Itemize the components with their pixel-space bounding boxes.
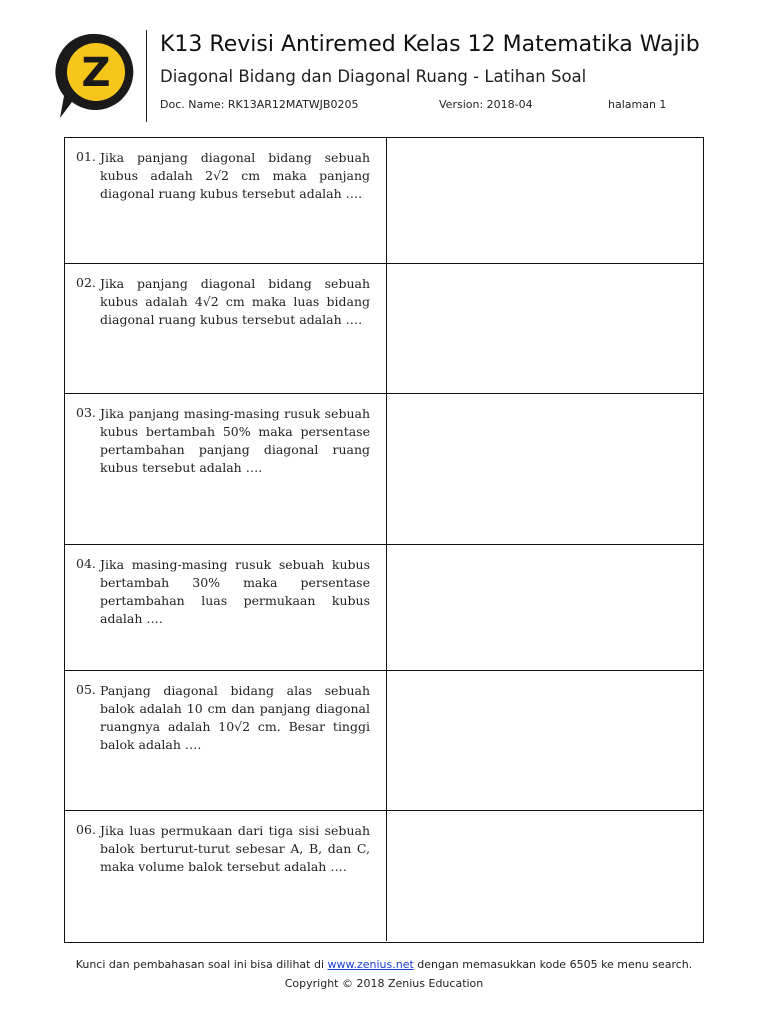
answer-cell [387, 138, 703, 263]
question-text: Jika luas permukaan dari tiga sisi sebuah balok berturut-turut sebesar A, B, dan C, maka volume balok tersebut adalah …. [100, 823, 370, 874]
logo-letter: Z [81, 50, 111, 96]
question-row [65, 264, 703, 394]
question-number: 03. [76, 405, 96, 420]
answer-cell [387, 671, 703, 810]
copyright: Copyright © 2018 Zenius Education [284, 977, 484, 990]
question-text: Panjang diagonal bidang alas sebuah balok adalah 10 cm dan panjang diagonal ruangnya adalah 10√2 cm. Besar tinggi balok adalah …. [100, 683, 370, 752]
answer-cell [387, 545, 703, 670]
question-text: Jika panjang masing-masing rusuk sebuah kubus bertambah 50% maka persentase pertambahan panjang diagonal ruang kubus tersebut adalah …. [100, 406, 370, 475]
question-cell [65, 264, 387, 393]
answer-cell [387, 811, 703, 941]
question-row [65, 545, 703, 671]
doc-name: Doc. Name: RK13AR12MATWJB0205 [160, 98, 359, 111]
question-number: 05. [76, 682, 96, 697]
question-text: Jika panjang diagonal bidang sebuah kubus adalah 2√2 cm maka panjang diagonal ruang kubus tersebut adalah …. [100, 150, 370, 201]
question-text: Jika masing-masing rusuk sebuah kubus bertambah 30% maka persentase pertambahan luas permukaan kubus adalah …. [100, 557, 370, 626]
question-cell [65, 394, 387, 544]
question-row [65, 394, 703, 545]
question-row [65, 811, 703, 941]
question-number: 04. [76, 556, 96, 571]
question-cell [65, 138, 387, 263]
question-cell [65, 671, 387, 810]
zenius-logo [52, 30, 140, 120]
answer-cell [387, 264, 703, 393]
question-cell [65, 545, 387, 670]
footer-text-after: dengan memasukkan kode 6505 ke menu search. [413, 958, 693, 971]
footer-note [0, 958, 768, 971]
document-title: K13 Revisi Antiremed Kelas 12 Matematika Wajib [160, 32, 700, 57]
header-divider [146, 30, 147, 122]
question-table [64, 137, 704, 943]
question-text: Jika panjang diagonal bidang sebuah kubus adalah 4√2 cm maka luas bidang diagonal ruang kubus tersebut adalah …. [100, 276, 370, 327]
page-number: halaman 1 [608, 98, 667, 111]
zenius-link[interactable]: www.zenius.net [327, 958, 414, 971]
question-number: 06. [76, 822, 96, 837]
question-row [65, 671, 703, 811]
footer-text-before: Kunci dan pembahasan soal ini bisa dilihat di [75, 958, 328, 971]
question-row [65, 138, 703, 264]
doc-version: Version: 2018-04 [439, 98, 533, 111]
question-number: 02. [76, 275, 96, 290]
answer-cell [387, 394, 703, 544]
question-number: 01. [76, 149, 96, 164]
document-subtitle: Diagonal Bidang dan Diagonal Ruang - Latihan Soal [160, 67, 587, 86]
question-cell [65, 811, 387, 941]
